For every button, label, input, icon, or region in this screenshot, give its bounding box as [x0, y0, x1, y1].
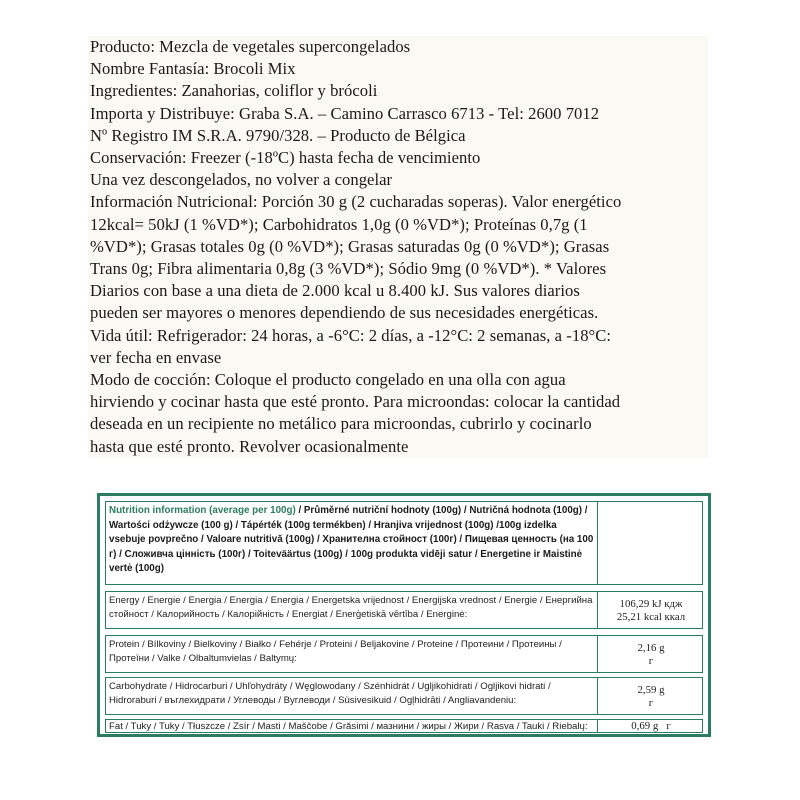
- nutrition-header-english: Nutrition information (average per 100g): [109, 505, 296, 516]
- nutrition-value-carbohydrate-amount: 2,59 g: [637, 684, 665, 696]
- nutrition-label-protein: Protein / Bílkoviny / Bielkoviny / Białko / Fehérje / Proteini / Beljakovine / Proteine / Протеини / Протеины / Протеїни / Valke / Olbaltumvielas / Baltymų:: [106, 636, 598, 672]
- nutrition-value-energy-kj: 106,29 kJ кдж: [619, 598, 683, 610]
- nutrition-row-carbohydrate: [105, 677, 703, 715]
- label-line-producto: Producto: Mezcla de vegetales supercongelados: [90, 37, 411, 56]
- nutrition-value-carbohydrate: [600, 678, 702, 714]
- nutrition-label-energy: Energy / Energie / Energia / Energia / Energia / Energetska vrijednost / Energijska vrednost / Energie / Енергийна стойност / Калорийность / Калорійність / Energiat / Enerģetiskā vērtība / Energinė:: [106, 592, 598, 628]
- nutrition-value-fat-amount: 0,69 g г: [631, 720, 671, 732]
- nutrition-value-protein-unit: г: [648, 655, 654, 667]
- label-line-info-nutricional-5: Diarios con base a una dieta de 2.000 kcal u 8.400 kJ. Sus valores diarios: [90, 281, 580, 301]
- label-line-modo-coccion: Modo de cocción: Coloque el producto congelado en una olla con agua: [90, 370, 566, 390]
- nutrition-row-fat: [105, 719, 703, 733]
- nutrition-value-energy-kcal: 25,21 kcal ккал: [616, 611, 686, 623]
- label-line-importa: Importa y Distribuye: Graba S.A. – Camino Carrasco 6713 - Tel: 2600 7012: [90, 103, 600, 123]
- nutrition-header-translations: / Průměrné nutriční hodnoty (100g) / Nutričná hodnota (100g) / Wartości odżywcze (100 g) / Tápérték (100g termékben) / Hranjiva vrijednost (100g) /100g izdelka vsebuje povprečno / Valoare nutritivă (100g) / Хранителна стойност (100г) / Пищевая ценность (на 100 г) / Сложивча цінність (100г) / Toiteväärtus (100g) / 100g produkta vidēji satur / Energetine ir Maistinė vertė (100g): [109, 505, 594, 575]
- label-line-info-nutricional-4: Trans 0g; Fibra alimentaria 0,8g (3 %VD*); Sódio 9mg (0 %VD*). * Valores: [90, 259, 607, 279]
- label-line-modo-coccion-2: hirviendo y cocinar hasta que esté pronto. Para microondas: colocar la cantidad: [90, 392, 621, 412]
- nutrition-table: [97, 493, 711, 737]
- nutrition-value-carbohydrate-unit: г: [648, 697, 654, 709]
- label-line-info-nutricional-2: 12kcal= 50kJ (1 %VD*); Carbohidratos 1,0g (0 %VD*); Proteínas 0,7g (1: [90, 214, 588, 234]
- nutrition-value-fat: [600, 720, 702, 732]
- label-line-vida-util: Vida útil: Refrigerador: 24 horas, a -6°C: 2 días, a -12°C: 2 semanas, a -18°C:: [90, 325, 612, 345]
- nutrition-label-fat: Fat / Tuky / Tuky / Tłuszcze / Zsír / Masti / Maščobe / Grăsimi / мазнини / жиры / Жири / Rasva / Tauki / Riebalų:: [106, 720, 598, 732]
- label-line-ingredientes: Ingredientes: Zanahorias, coliflor y brócoli: [90, 81, 378, 101]
- nutrition-header-value-cell: [600, 502, 702, 584]
- nutrition-header-label: [106, 502, 598, 584]
- nutrition-label-carbohydrate: Carbohydrate / Hidrocarburi / Uhľohydráty / Węglowodany / Szénhidrát / Ugljikohidrati / Ogljikovi hidrati / Hidroraburi / въглехидрати / Углеводы / Вуглеводи / Süsivesikuid / Ogļhidrāti / Angliavandeniu:: [106, 678, 598, 714]
- label-line-registro: Nº Registro IM S.R.A. 9790/328. – Producto de Bélgica: [90, 125, 466, 145]
- nutrition-value-protein: [600, 636, 702, 672]
- label-line-nombre-fantasia: Nombre Fantasía: Brocoli Mix: [90, 59, 296, 79]
- label-line-modo-coccion-3: deseada en un recipiente no metálico para microondas, cubrirlo y cocinarlo: [90, 414, 592, 434]
- nutrition-value-protein-amount: 2,16 g: [637, 642, 665, 654]
- label-line-conservacion: Conservación: Freezer (-18ºC) hasta fecha de vencimiento: [90, 148, 481, 168]
- label-line-info-nutricional-6: pueden ser mayores o menores dependiendo de sus necesidades energéticas.: [90, 303, 599, 323]
- nutrition-header-row: [105, 501, 703, 585]
- label-line-modo-coccion-4: hasta que esté pronto. Revolver ocasionalmente: [90, 436, 409, 456]
- label-line-info-nutricional-3: %VD*); Grasas totales 0g (0 %VD*); Grasas saturadas 0g (0 %VD*); Grasas: [90, 236, 610, 256]
- nutrition-row-energy: [105, 591, 703, 629]
- label-line-vida-util-2: ver fecha en envase: [90, 347, 222, 367]
- nutrition-value-energy: [600, 592, 702, 628]
- label-line-no-congelar: Una vez descongelados, no volver a congelar: [90, 170, 393, 190]
- nutrition-row-protein: [105, 635, 703, 673]
- spanish-product-label: [88, 36, 708, 458]
- label-line-info-nutricional: Información Nutricional: Porción 30 g (2 cucharadas soperas). Valor energético: [90, 192, 622, 212]
